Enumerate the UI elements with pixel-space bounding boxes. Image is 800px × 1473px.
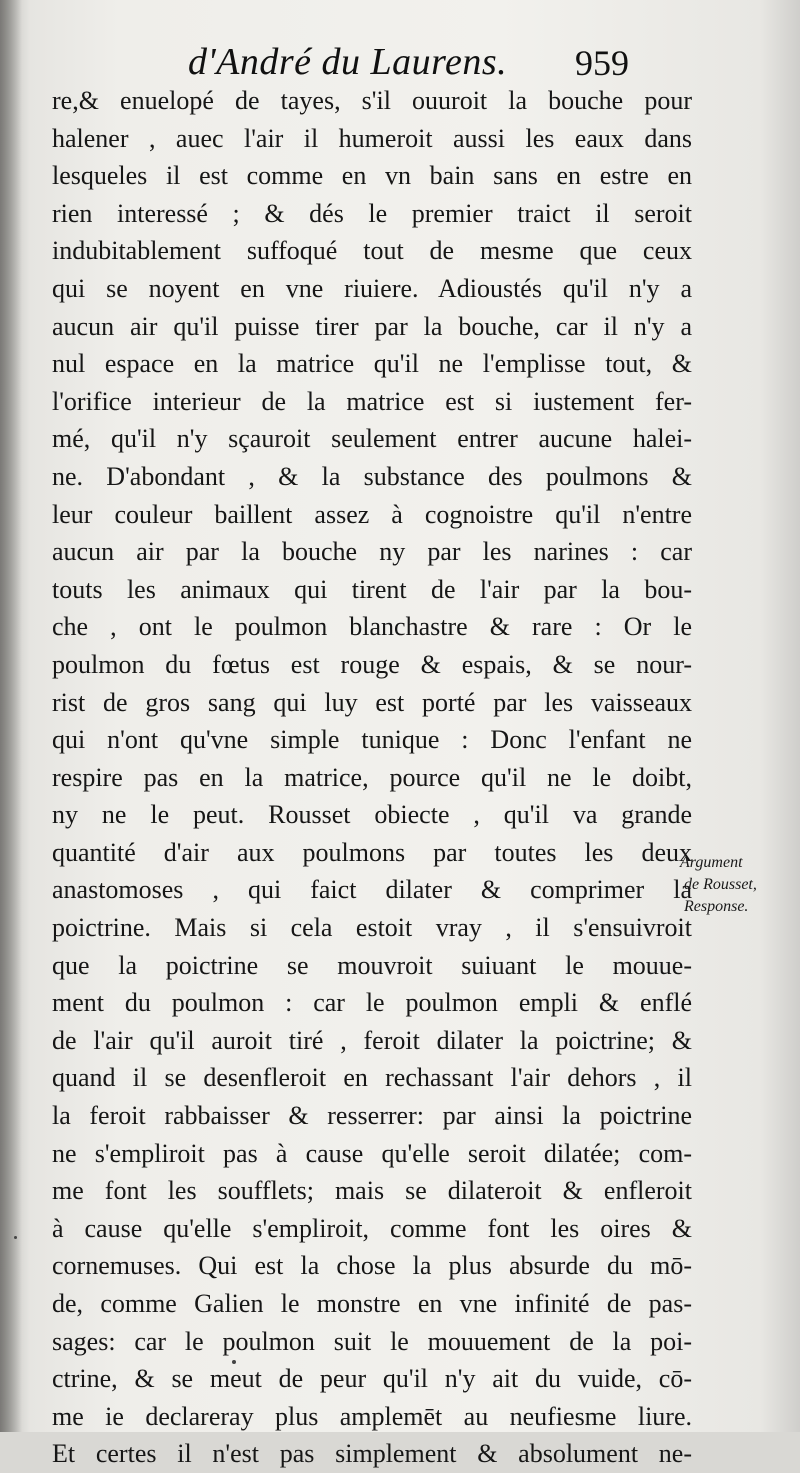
text-line: lesqueles il est comme en vn bain sans en estre en: [52, 161, 692, 191]
text-line: ne s'empliroit pas à cause qu'elle seroit dilatée; com-: [52, 1138, 692, 1168]
text-line: respire pas en la matrice, pource qu'il ne le doibt,: [52, 762, 692, 792]
text-line: de l'air qu'il auroit tiré , feroit dilater la poictrine; &: [52, 1025, 692, 1055]
text-line: quantité d'air aux poulmons par toutes les deux: [52, 837, 692, 867]
text-line: ny ne le peut. Rousset obiecte , qu'il va grande: [52, 800, 692, 830]
text-line: anastomoses , qui faict dilater & comprimer la: [52, 875, 692, 905]
text-line: aucun air par la bouche ny par les narines : car: [52, 537, 692, 567]
text-line: ne. D'abondant , & la substance des poulmons &: [52, 461, 692, 491]
text-line: que la poictrine se mouvroit suiuant le mouue-: [52, 950, 692, 980]
text-line: qui n'ont qu'vne simple tunique : Donc l'enfant ne: [52, 725, 692, 755]
text-line: sages: car le poulmon suit le mouuement de la poi-: [52, 1326, 692, 1356]
text-line: la feroit rabbaisser & resserrer: par ainsi la poictrine: [52, 1101, 692, 1131]
margin-note-line: de Rousset,: [684, 876, 757, 893]
text-line: me ie declareray plus amplemēt au neufiesme liure.: [52, 1401, 692, 1431]
page-number: 959: [575, 43, 629, 83]
text-line: re,& enuelopé de tayes, s'il ouuroit la bouche pour: [52, 86, 692, 115]
text-line: leur couleur baillent assez à cognoistre qu'il n'entre: [52, 499, 692, 529]
gutter-shadow: [0, 0, 22, 1432]
text-line: poulmon du fœtus est rouge & espais, & se nour-: [52, 649, 692, 679]
ink-speck: [232, 1360, 236, 1364]
text-line: de, comme Galien le monstre en vne infinité de pas-: [52, 1289, 692, 1318]
text-line: qui se noyent en vne riuiere. Adioustés qu'il n'y a: [52, 273, 692, 303]
text-line: rist de gros sang qui luy est porté par les vaisseaux: [52, 687, 692, 717]
margin-note: [680, 852, 795, 918]
text-line: cornemuses. Qui est la chose la plus absurde du mō-: [52, 1251, 692, 1281]
ink-speck: [14, 1236, 17, 1239]
body-text: [52, 82, 692, 1473]
text-line: à cause qu'elle s'empliroit, comme font les oires &: [52, 1213, 692, 1243]
text-line: indubitablement suffoqué tout de mesme que ceux: [52, 236, 692, 266]
text-line: nul espace en la matrice qu'il ne l'emplisse tout, &: [52, 349, 692, 379]
text-line: Et certes il n'est pas simplement & absolument ne-: [52, 1439, 692, 1469]
margin-note-line: Argument: [680, 854, 743, 871]
text-line: quand il se desenfleroit en rechassant l'air dehors , il: [52, 1063, 692, 1093]
text-line: rien interessé ; & dés le premier traict il seroit: [52, 198, 692, 228]
text-line: aucun air qu'il puisse tirer par la bouche, car il n'y a: [52, 311, 692, 341]
text-line: mé, qu'il n'y sçauroit seulement entrer aucune halei-: [52, 424, 692, 454]
text-line: ment du poulmon : car le poulmon empli & enflé: [52, 988, 692, 1018]
text-line: ctrine, & se meut de peur qu'il n'y ait du vuide, cō-: [52, 1364, 692, 1394]
text-line: che , ont le poulmon blanchastre & rare : Or le: [52, 612, 692, 642]
text-line: poictrine. Mais si cela estoit vray , il s'ensuivroit: [52, 913, 692, 943]
text-line: l'orifice interieur de la matrice est si iustement fer-: [52, 386, 692, 416]
margin-note-line: Response.: [684, 898, 749, 915]
text-line: me font les soufflets; mais se dilateroit & enfleroit: [52, 1176, 692, 1206]
running-title: d'André du Laurens.: [188, 41, 508, 83]
text-line: halener , auec l'air il humeroit aussi les eaux dans: [52, 123, 692, 153]
text-line: touts les animaux qui tirent de l'air par la bou-: [52, 574, 692, 604]
